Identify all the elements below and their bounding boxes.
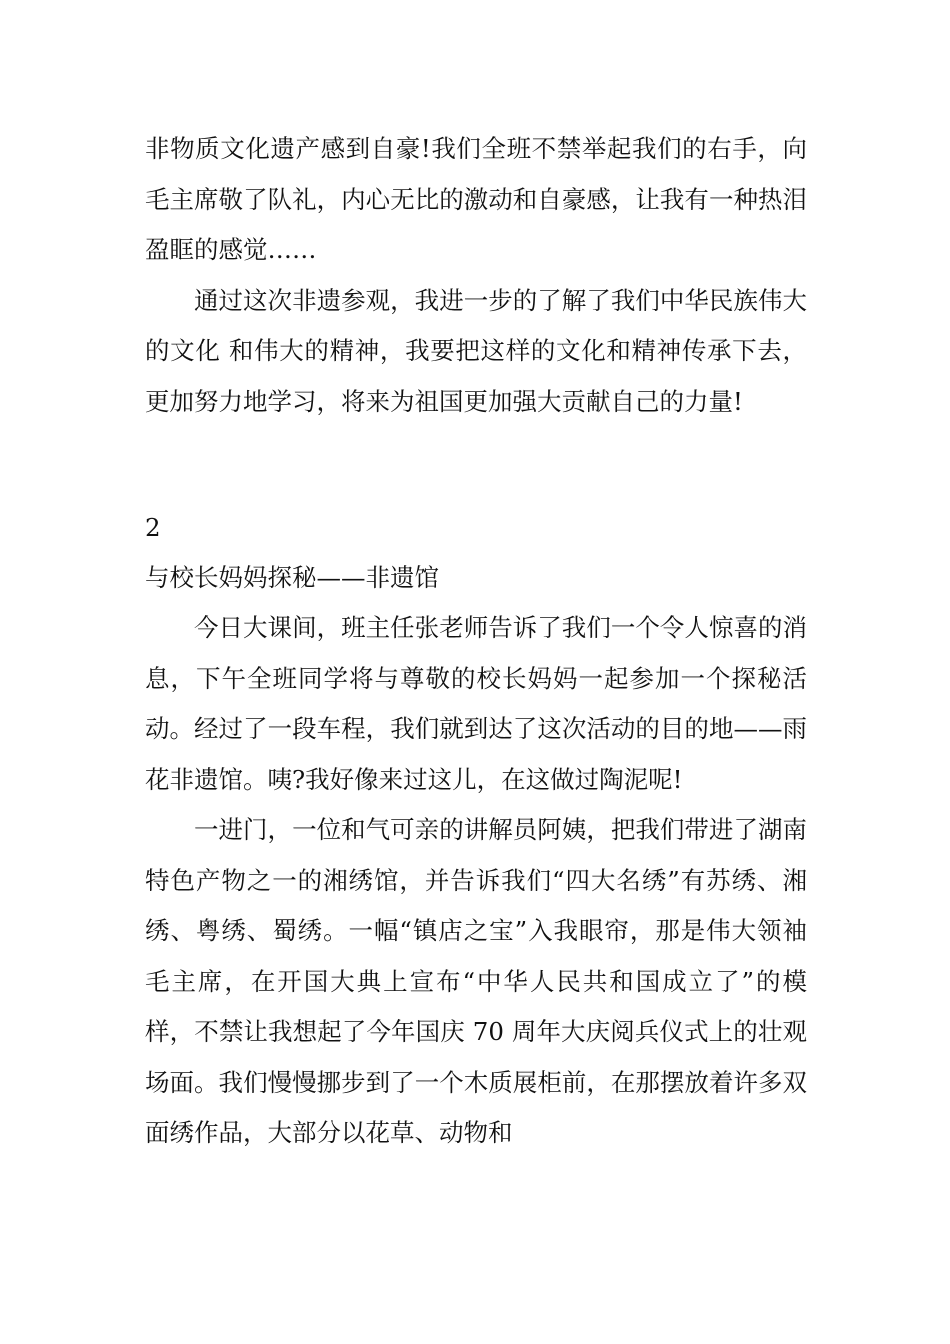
section-number: 2 xyxy=(145,513,161,542)
document-body xyxy=(145,124,807,1159)
paragraph-intro: 今日大课间，班主任张老师告诉了我们一个令人惊喜的消息，下午全班同学将与尊敬的校长妈妈一起参加一个探秘活动。经过了一段车程，我们就到达了这次活动的目的地——雨花非遗馆。咦?我好像来过这儿，在这做过陶泥呢! xyxy=(145,613,807,794)
section-gap xyxy=(145,427,807,503)
paragraph-visit: 一进门，一位和气可亲的讲解员阿姨，把我们带进了湖南特色产物之一的湘绣馆，并告诉我们“四大名绣”有苏绣、湘绣、粤绣、蜀绣。一幅“镇店之宝”入我眼帘，那是伟大领袖毛主席，在开国大典上宣布“中华人民共和国成立了”的模样，不禁让我想起了今年国庆 70 周年大庆阅兵仪式上的壮观场面。我们慢慢挪步到了一个木质展柜前，在那摆放着许多双面绣作品，大部分以花草、动物和 xyxy=(145,815,807,1147)
paragraph-conclusion: 通过这次非遗参观，我进一步的了解了我们中华民族伟大的文化 和伟大的精神，我要把这样的文化和精神传承下去，更加努力地学习，将来为祖国更加强大贡献自己的力量! xyxy=(145,285,807,416)
section-title: 与校长妈妈探秘——非遗馆 xyxy=(145,563,439,592)
paragraph-continuation: 非物质文化遗产感到自豪!我们全班不禁举起我们的右手，向毛主席敬了队礼，内心无比的激动和自豪感，让我有一种热泪盈眶的感觉…… xyxy=(145,134,807,264)
